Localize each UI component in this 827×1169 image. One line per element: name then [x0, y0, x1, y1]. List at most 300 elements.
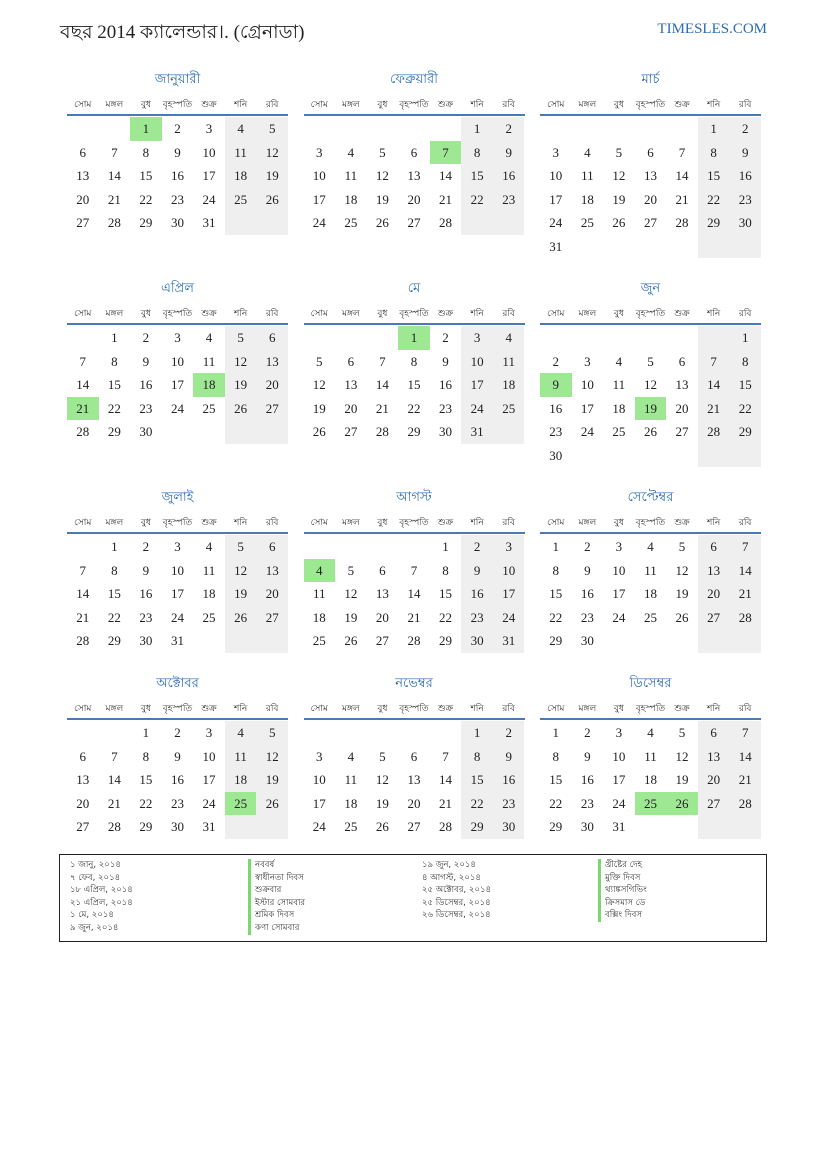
- legend-date-column: [422, 859, 491, 922]
- weekday-header: শুক্র: [201, 704, 217, 714]
- month-name: ফেব্রুয়ারী: [390, 71, 438, 86]
- day-cell: 15: [407, 377, 421, 392]
- day-cell: 3: [584, 353, 591, 369]
- day-cell: 2: [741, 121, 749, 136]
- legend-holiday-name: ক্রিসমাস ডে: [598, 897, 647, 910]
- day-cell: 26: [312, 424, 326, 439]
- day-cell: 13: [76, 772, 90, 787]
- day-cell: 13: [707, 748, 721, 764]
- day-cell: 13: [407, 168, 421, 183]
- day-cell: 28: [439, 819, 453, 834]
- weekday-header: সোম: [547, 704, 565, 714]
- day-cell: 7: [111, 748, 118, 764]
- weekday-header: সোম: [310, 518, 328, 528]
- legend-date: ২৬ ডিসেম্বর, ২০১৪: [422, 910, 491, 921]
- day-cell: 13: [375, 586, 389, 601]
- day-cell: 8: [710, 144, 717, 160]
- day-cell: 28: [76, 633, 90, 648]
- legend-holiday-name: বক্সিং দিবস: [598, 909, 647, 922]
- day-cell: 15: [470, 772, 484, 787]
- header-rule: [304, 532, 525, 534]
- day-cell: 1: [552, 539, 560, 554]
- day-cell: 14: [675, 168, 689, 183]
- day-cell: 22: [439, 609, 453, 625]
- day-cell: 16: [139, 586, 153, 601]
- day-cell: 6: [710, 539, 717, 554]
- day-cell: 22: [407, 400, 421, 416]
- day-cell: 24: [202, 795, 216, 811]
- holiday-day-cell: 18: [193, 373, 225, 397]
- day-cell: 18: [312, 609, 326, 625]
- holiday-day-cell: 19: [635, 397, 667, 421]
- day-cell: 9: [505, 144, 512, 160]
- weekday-header: শনি: [706, 704, 721, 714]
- legend-holiday-name: স্বাধীনতা দিবস: [248, 872, 305, 885]
- day-cell: 3: [473, 330, 481, 345]
- day-cell: 24: [202, 191, 216, 207]
- holiday-day-cell: 7: [430, 141, 462, 165]
- day-cell: 6: [268, 539, 276, 554]
- weekday-header: শুক্র: [201, 309, 217, 319]
- day-cell: 26: [643, 424, 657, 439]
- day-cell: 22: [707, 191, 721, 207]
- day-cell: 23: [738, 191, 752, 207]
- day-cell: 19: [234, 377, 248, 392]
- legend-name-column: [248, 859, 305, 935]
- day-cell: 1: [473, 121, 481, 136]
- day-cell: 16: [470, 586, 484, 601]
- day-cell: 30: [439, 424, 453, 439]
- day-cell: 11: [644, 562, 657, 578]
- day-cell: 26: [234, 609, 248, 625]
- weekday-header: শুক্র: [201, 100, 217, 110]
- day-cell: 5: [379, 748, 386, 764]
- day-cell: 29: [107, 424, 121, 439]
- day-cell: 21: [675, 191, 689, 207]
- day-cell: 6: [79, 748, 87, 764]
- day-cell: 16: [439, 377, 453, 392]
- month-name: জুন: [640, 280, 661, 295]
- month-name: নভেম্বর: [395, 675, 433, 690]
- day-cell: 2: [174, 121, 181, 136]
- day-cell: 12: [234, 353, 248, 369]
- day-cell: 27: [407, 215, 421, 230]
- day-cell: 22: [107, 609, 121, 625]
- day-cell: 23: [170, 191, 184, 207]
- day-cell: 8: [410, 353, 418, 369]
- month-name: মে: [407, 280, 421, 295]
- day-cell: 2: [552, 353, 560, 369]
- day-cell: 10: [580, 377, 594, 392]
- day-cell: 12: [344, 586, 358, 601]
- day-cell: 23: [170, 795, 184, 811]
- weekday-header: বৃহস্পতি: [162, 100, 193, 110]
- day-cell: 24: [170, 609, 184, 625]
- day-cell: 16: [502, 168, 516, 183]
- legend-date: ৭ ফেব, ২০১৪: [70, 872, 121, 883]
- day-cell: 10: [312, 168, 326, 183]
- day-cell: 25: [344, 819, 358, 834]
- day-cell: 9: [442, 353, 449, 369]
- weekday-header: মঙ্গল: [578, 518, 597, 528]
- day-cell: 25: [202, 400, 216, 416]
- day-cell: 28: [738, 609, 752, 625]
- header-rule: [67, 718, 288, 720]
- holiday-legend: [59, 854, 767, 942]
- day-cell: 6: [710, 725, 717, 740]
- day-cell: 25: [202, 609, 216, 625]
- day-cell: 22: [139, 191, 153, 207]
- day-cell: 13: [675, 377, 689, 392]
- day-cell: 7: [442, 748, 449, 764]
- day-cell: 7: [678, 144, 686, 160]
- day-cell: 10: [170, 562, 184, 578]
- day-cell: 3: [615, 539, 623, 554]
- day-cell: 27: [265, 609, 279, 625]
- day-cell: 17: [612, 586, 626, 601]
- day-cell: 17: [580, 400, 594, 416]
- day-cell: 10: [612, 562, 626, 578]
- day-cell: 31: [612, 819, 626, 834]
- month-name: আগস্ট: [396, 489, 432, 504]
- day-cell: 21: [707, 400, 721, 416]
- day-cell: 19: [312, 400, 326, 416]
- day-cell: 3: [174, 539, 181, 554]
- day-cell: 6: [647, 144, 654, 160]
- weekday-header: রবি: [502, 518, 515, 528]
- day-cell: 1: [741, 330, 749, 345]
- day-cell: 9: [505, 748, 512, 764]
- day-cell: 4: [205, 539, 213, 554]
- day-cell: 6: [379, 562, 386, 578]
- day-cell: 20: [675, 400, 689, 416]
- day-cell: 5: [678, 725, 686, 740]
- day-cell: 3: [316, 748, 323, 764]
- legend-holiday-name: শুক্রবার: [248, 884, 305, 897]
- day-cell: 31: [202, 819, 216, 834]
- weekday-header: রবি: [738, 704, 752, 714]
- day-cell: 14: [107, 772, 121, 787]
- day-cell: 28: [107, 215, 121, 230]
- weekday-header: শুক্র: [437, 518, 454, 528]
- day-cell: 15: [107, 377, 121, 392]
- day-cell: 9: [174, 748, 181, 764]
- day-cell: 26: [265, 795, 279, 811]
- day-cell: 21: [738, 586, 752, 601]
- weekday-header: বুধ: [140, 518, 151, 528]
- day-cell: 11: [502, 353, 515, 369]
- weekday-header: বুধ: [140, 309, 151, 319]
- weekday-header: শনি: [470, 518, 484, 528]
- day-cell: 31: [549, 238, 563, 254]
- day-cell: 21: [439, 795, 453, 811]
- day-cell: 13: [643, 168, 657, 183]
- day-cell: 20: [707, 772, 721, 787]
- day-cell: 19: [675, 586, 689, 601]
- day-cell: 19: [375, 191, 389, 207]
- day-cell: 12: [643, 377, 657, 392]
- weekday-header: রবি: [502, 309, 515, 319]
- weekday-header: সোম: [310, 100, 328, 110]
- day-cell: 3: [316, 144, 323, 160]
- day-cell: 4: [505, 330, 512, 345]
- day-cell: 9: [584, 748, 591, 764]
- legend-holiday-name: খ্রীষ্টের দেহ: [598, 859, 647, 872]
- day-cell: 21: [407, 609, 421, 625]
- day-cell: 19: [234, 586, 248, 601]
- day-cell: 13: [407, 772, 421, 787]
- weekday-header: বুধ: [377, 309, 388, 319]
- weekday-header: শনি: [706, 518, 721, 528]
- day-cell: 15: [139, 168, 153, 183]
- day-cell: 17: [312, 795, 326, 811]
- weekday-header: সোম: [310, 309, 328, 319]
- day-cell: 31: [202, 215, 216, 230]
- holiday-day-cell: 26: [666, 792, 698, 816]
- day-cell: 5: [647, 353, 654, 369]
- weekday-header: বুধ: [377, 100, 388, 110]
- day-cell: 12: [375, 772, 389, 787]
- day-cell: 28: [407, 633, 421, 648]
- day-cell: 30: [738, 215, 752, 230]
- day-cell: 8: [473, 144, 481, 160]
- day-cell: 6: [410, 748, 418, 764]
- day-cell: 19: [265, 772, 279, 787]
- day-cell: 17: [612, 772, 626, 787]
- day-cell: 18: [643, 772, 657, 787]
- day-cell: 2: [584, 539, 591, 554]
- day-cell: 13: [707, 562, 721, 578]
- day-cell: 17: [549, 191, 563, 207]
- day-cell: 15: [439, 586, 453, 601]
- day-cell: 26: [675, 609, 689, 625]
- legend-date: ২১ এপ্রিল, ২০১৪: [70, 897, 133, 908]
- day-cell: 8: [552, 562, 560, 578]
- day-cell: 28: [76, 424, 90, 439]
- day-cell: 6: [678, 353, 686, 369]
- legend-holiday-name: ইস্টার সোমবার: [248, 897, 305, 910]
- day-cell: 29: [549, 633, 563, 648]
- day-cell: 27: [707, 795, 721, 811]
- day-cell: 13: [344, 377, 358, 392]
- day-cell: 25: [312, 633, 326, 648]
- day-cell: 2: [473, 539, 481, 554]
- day-cell: 24: [612, 609, 626, 625]
- day-cell: 30: [170, 215, 184, 230]
- day-cell: 8: [142, 144, 150, 160]
- day-cell: 16: [549, 400, 563, 416]
- weekday-header: শুক্র: [437, 704, 454, 714]
- day-cell: 9: [741, 144, 749, 160]
- header-rule: [540, 114, 761, 116]
- day-cell: 10: [202, 144, 216, 160]
- day-cell: 14: [738, 562, 752, 578]
- day-cell: 27: [407, 819, 421, 834]
- weekday-header: রবি: [738, 309, 752, 319]
- day-cell: 23: [502, 795, 516, 811]
- day-cell: 1: [142, 725, 150, 740]
- day-cell: 28: [439, 215, 453, 230]
- day-cell: 2: [442, 330, 449, 345]
- header-rule: [67, 114, 288, 116]
- month-name: অক্টোবর: [156, 675, 199, 690]
- day-cell: 31: [502, 633, 516, 648]
- day-cell: 24: [470, 400, 484, 416]
- day-cell: 17: [170, 586, 184, 601]
- holiday-day-cell: 4: [304, 559, 336, 583]
- weekday-header: রবি: [265, 518, 279, 528]
- legend-name-column: [598, 859, 647, 922]
- day-cell: 20: [76, 795, 90, 811]
- day-cell: 23: [549, 424, 563, 439]
- day-cell: 29: [107, 633, 121, 648]
- day-cell: 18: [344, 795, 358, 811]
- legend-date: ১৮ এপ্রিল, ২০১৪: [70, 885, 133, 896]
- weekday-header: রবি: [265, 100, 279, 110]
- day-cell: 4: [205, 330, 213, 345]
- day-cell: 21: [375, 400, 389, 416]
- weekday-header: মঙ্গল: [105, 518, 124, 528]
- day-cell: 11: [581, 168, 594, 183]
- weekday-header: বৃহস্পতি: [635, 100, 666, 110]
- day-cell: 21: [738, 772, 752, 787]
- day-cell: 17: [170, 377, 184, 392]
- day-cell: 13: [265, 353, 279, 369]
- day-cell: 30: [549, 447, 563, 463]
- weekday-header: শনি: [233, 704, 248, 714]
- weekday-header: বুধ: [613, 309, 624, 319]
- day-cell: 28: [675, 215, 689, 230]
- day-cell: 18: [234, 772, 248, 787]
- day-cell: 16: [580, 586, 594, 601]
- day-cell: 15: [549, 586, 563, 601]
- weekday-header: শনি: [233, 309, 248, 319]
- day-cell: 10: [612, 748, 626, 764]
- day-cell: 27: [344, 424, 358, 439]
- weekday-header: বৃহস্পতি: [399, 309, 429, 319]
- day-cell: 24: [170, 400, 184, 416]
- holiday-day-cell: 25: [635, 792, 667, 816]
- legend-date: ১৯ জুন, ২০১৪: [422, 860, 476, 870]
- day-cell: 17: [312, 191, 326, 207]
- day-cell: 6: [347, 353, 355, 369]
- day-cell: 5: [237, 539, 244, 554]
- day-cell: 4: [237, 725, 244, 740]
- weekday-header: শনি: [706, 100, 721, 110]
- day-cell: 25: [344, 215, 358, 230]
- day-cell: 28: [707, 424, 721, 439]
- weekday-header: বুধ: [140, 704, 151, 714]
- legend-date: ১ মে, ২০১৪: [70, 910, 114, 921]
- day-cell: 5: [678, 539, 686, 554]
- day-cell: 3: [615, 725, 623, 740]
- day-cell: 1: [111, 539, 118, 554]
- weekday-header: সোম: [74, 518, 92, 528]
- day-cell: 24: [580, 424, 594, 439]
- day-cell: 5: [268, 121, 276, 136]
- day-cell: 5: [615, 144, 623, 160]
- holiday-day-cell: 1: [130, 117, 162, 141]
- weekday-header: রবি: [502, 100, 515, 110]
- day-cell: 11: [234, 144, 247, 160]
- day-cell: 14: [407, 586, 421, 601]
- day-cell: 22: [470, 795, 484, 811]
- legend-holiday-name: মুক্তি দিবস: [598, 872, 647, 885]
- day-cell: 29: [139, 819, 153, 834]
- weekday-header: মঙ্গল: [578, 100, 597, 110]
- weekday-header: মঙ্গল: [342, 518, 360, 528]
- day-cell: 1: [111, 330, 118, 345]
- day-cell: 4: [615, 353, 623, 369]
- day-cell: 19: [344, 609, 358, 625]
- legend-holiday-name: নববর্ষ: [248, 859, 305, 872]
- day-cell: 16: [580, 772, 594, 787]
- day-cell: 27: [707, 609, 721, 625]
- day-cell: 20: [407, 191, 421, 207]
- site-link[interactable]: TIMESLES.COM: [657, 21, 767, 37]
- day-cell: 4: [647, 539, 654, 554]
- month-name: সেপ্টেম্বর: [627, 489, 674, 504]
- weekday-header: সোম: [547, 309, 565, 319]
- day-cell: 21: [76, 609, 90, 625]
- day-cell: 11: [612, 377, 626, 392]
- weekday-header: রবি: [738, 518, 752, 528]
- day-cell: 25: [612, 424, 626, 439]
- day-cell: 26: [375, 819, 389, 834]
- day-cell: 22: [139, 795, 153, 811]
- weekday-header: শুক্র: [437, 309, 454, 319]
- day-cell: 31: [170, 633, 184, 648]
- day-cell: 25: [502, 400, 516, 416]
- day-cell: 12: [675, 748, 689, 764]
- weekday-header: বৃহস্পতি: [399, 704, 429, 714]
- weekday-header: মঙ্গল: [342, 309, 360, 319]
- day-cell: 11: [644, 748, 657, 764]
- day-cell: 22: [107, 400, 121, 416]
- day-cell: 30: [139, 633, 153, 648]
- day-cell: 7: [79, 562, 87, 578]
- day-cell: 29: [549, 819, 563, 834]
- day-cell: 11: [313, 586, 326, 601]
- day-cell: 22: [738, 400, 752, 416]
- day-cell: 24: [312, 819, 326, 834]
- day-cell: 9: [584, 562, 591, 578]
- weekday-header: রবি: [738, 100, 752, 110]
- day-cell: 7: [79, 353, 87, 369]
- day-cell: 21: [107, 191, 121, 207]
- day-cell: 1: [552, 725, 560, 740]
- day-cell: 9: [142, 353, 150, 369]
- day-cell: 9: [142, 562, 150, 578]
- day-cell: 24: [612, 795, 626, 811]
- header-rule: [304, 114, 525, 116]
- weekday-header: শুক্র: [674, 100, 690, 110]
- day-cell: 5: [268, 725, 276, 740]
- day-cell: 2: [584, 725, 591, 740]
- day-cell: 4: [347, 748, 355, 764]
- day-cell: 20: [265, 586, 279, 601]
- day-cell: 30: [580, 819, 594, 834]
- day-cell: 14: [738, 748, 752, 764]
- weekday-header: বৃহস্পতি: [162, 518, 193, 528]
- day-cell: 23: [502, 191, 516, 207]
- day-cell: 20: [344, 400, 358, 416]
- day-cell: 31: [470, 424, 484, 439]
- day-cell: 14: [107, 168, 121, 183]
- legend-holiday-name: থ্যাঙ্কসগিভিং: [598, 884, 647, 897]
- day-cell: 6: [268, 330, 276, 345]
- day-cell: 10: [312, 772, 326, 787]
